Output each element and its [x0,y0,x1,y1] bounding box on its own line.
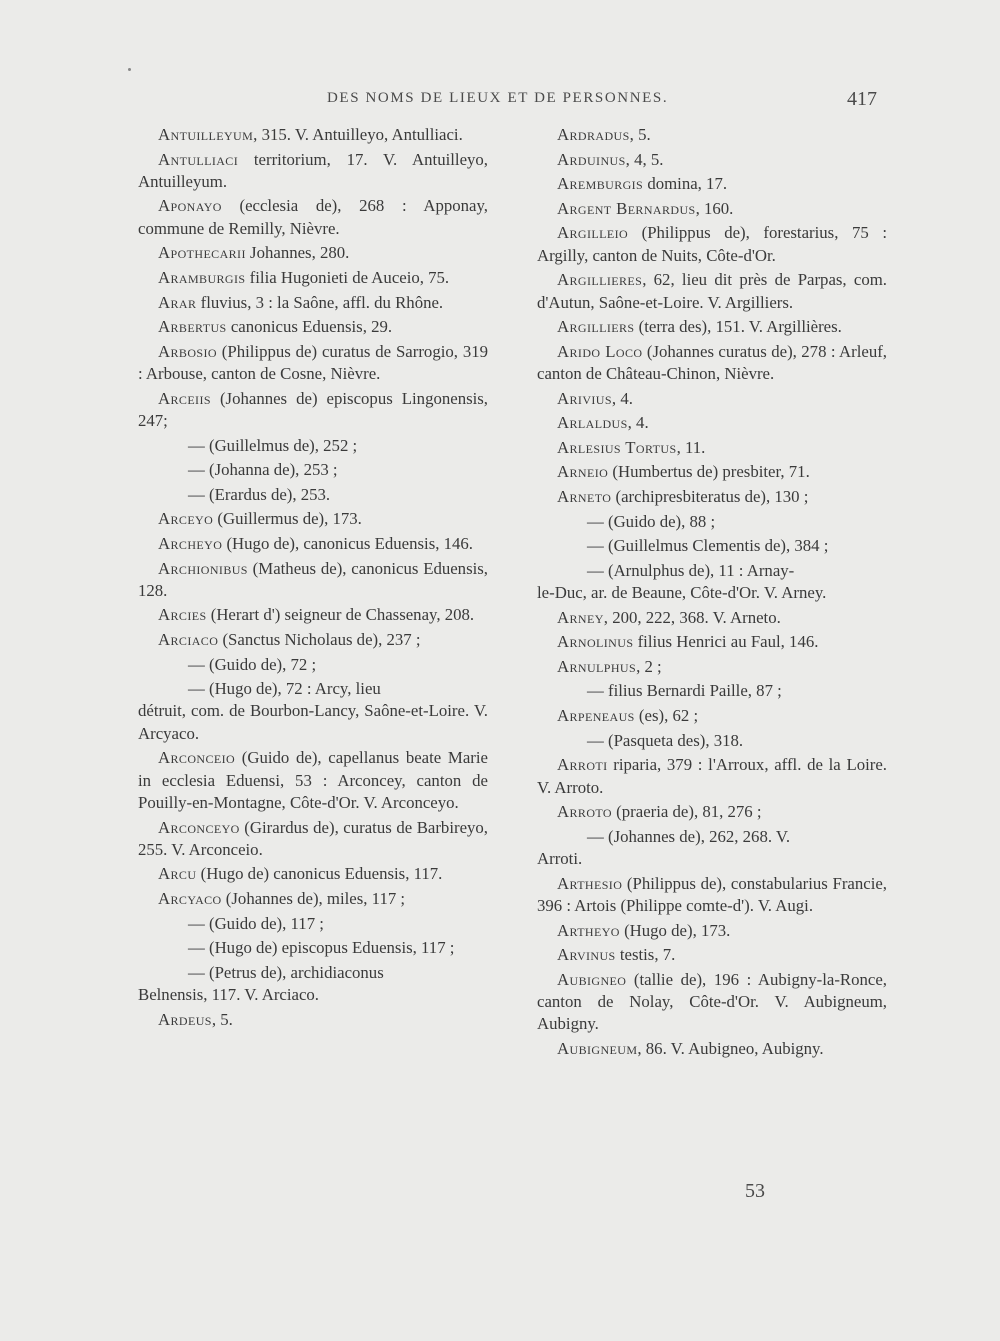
index-entry [537,705,887,727]
entry-headword: Arthesio [557,873,623,893]
entry-text: domina, 17. [643,174,728,194]
entry-text: , 200, 222, 368. V. Arneto. [603,607,781,627]
index-entry [537,173,887,195]
ink-speck [128,68,131,71]
entry-text: , 160. [695,198,734,218]
entry-headword: Arciaco [158,629,219,649]
entry-text: (terra des), 151. V. Argillières. [634,317,842,337]
entry-headword: Arar [158,292,197,312]
index-entry [138,124,488,146]
entry-text: (Philippus de), forestarius, 75 : Argilly, canton de Nuits, Côte-d'Or. [537,223,887,265]
index-entry [537,388,887,410]
entry-text: (es), 62 ; [634,706,699,726]
sub-entry-continued [537,826,887,871]
sub-entry: — (Johanna de), 253 ; [188,460,338,480]
sub-entry: — (Johannes de), 262, 268. V. [587,826,791,846]
sub-entry: — (Guillelmus de), 252 ; [188,435,358,455]
right-column [537,124,887,1062]
index-entry [138,195,488,240]
entry-text: (Humbertus de) presbiter, 71. [608,462,810,482]
entry-text: , 4, 5. [625,149,664,169]
entry-text: (archipresbiteratus de), 130 ; [611,487,809,507]
sub-entry: — (Guido de), 88 ; [587,511,716,531]
entry-text: (Johannes curatus de), 278 : Arleuf, canton de Château-Chinon, Nièvre. [537,341,888,384]
page-number: 417 [847,88,877,110]
entry-headword: Arlaldus [557,413,628,433]
entry-headword: Archeyo [158,533,223,553]
index-entry [537,873,887,918]
entry-text: (Sanctus Nicholaus de), 237 ; [218,629,421,649]
entry-headword: Aubigneo [557,969,627,989]
entry-headword: Arcyaco [158,889,222,909]
entry-text: (Matheus de), canonicus Eduensis, 128. [138,558,488,600]
sub-entry: — (Hugo de), 72 : Arcy, lieu [188,679,381,699]
index-entry [138,817,488,862]
index-entry [138,747,488,814]
entry-text: (Girardus de), curatus de Barbireyo, 255. V. Arconceio. [138,817,488,859]
entry-headword: Arpeneaus [557,706,635,726]
entry-text: (Johannes de), miles, 117 ; [221,889,406,909]
index-entry [537,1038,887,1060]
index-entry [537,656,887,678]
entry-headword: Arneto [557,487,612,507]
entry-text: (Herart d') seigneur de Chassenay, 208. [206,605,475,625]
entry-headword: Arceyo [158,509,214,529]
entry-text: , 2 ; [636,656,662,676]
entry-text: (Johannes de) episcopus Lingonensis, 247; [138,388,488,430]
index-entry [138,1009,488,1031]
entry-text: territorium, 17. V. Antuilleyo, Antuilleyum. [138,149,488,191]
entry-headword: Arceiis [158,388,211,408]
sub-entry: — (Hugo de) episcopus Eduensis, 117 ; [188,938,455,958]
entry-headword: Arconceyo [158,817,240,837]
entry-text: (Philippus de), constabularius Francie, 396 : Artois (Philippe comte-d'). V. Augi. [537,873,887,915]
index-entry [138,242,488,264]
entry-headword: Apothecarii [158,243,246,263]
entry-headword: Arivius [557,388,612,408]
sub-entry: — (Pasqueta des), 318. [587,730,744,750]
index-entry [537,801,887,823]
index-entry [138,558,488,603]
index-entry [537,222,887,267]
index-entry [537,198,887,220]
index-entry [537,607,887,629]
entry-headword: Argilliers [557,317,635,337]
entry-headword: Arcu [158,864,197,884]
entry-headword: Argillieres [557,270,643,290]
entry-headword: Ardradus [557,125,630,144]
entry-text: , 5. [211,1009,233,1029]
entry-continuation: détruit, com. de Bourbon-Lancy, Saône-et-Loire. V. Arcyaco. [138,701,488,743]
entry-text: (ecclesia de), 268 : Apponay, commune de Remilly, Nièvre. [138,196,488,238]
entry-headword: Arneio [557,462,609,482]
index-entry [537,461,887,483]
index-entry [537,269,887,314]
entry-headword: Arnulphus [557,656,637,676]
entry-text: Johannes, 280. [245,243,350,263]
entry-headword: Arlesius Tortus [557,437,677,457]
index-entry [138,888,488,910]
index-entry [138,629,488,651]
running-head: DES NOMS DE LIEUX ET DE PERSONNES. [327,90,669,106]
sub-entry: — (Guido de), 117 ; [188,913,324,933]
index-entry [138,316,488,338]
entry-headword: Arido Loco [557,341,643,361]
entry-text: (Hugo de), canonicus Eduensis, 146. [222,533,474,553]
entry-text: , 62, lieu dit près de Parpas, com. d'Autun, Saône-et-Loire. V. Argilliers. [537,270,887,312]
entry-text: (Hugo de), 173. [619,920,731,940]
entry-text: (Guillermus de), 173. [213,509,362,529]
entry-text: (Guido de), capellanus beate Marie in ecclesia Eduensi, 53 : Arconcey, canton de Pouilly-en-Montagne, Côte-d'Or. V. Arconceyo. [138,748,488,812]
index-entry [138,267,488,289]
sub-entry-continued [537,560,887,605]
entry-headword: Arnolinus [557,632,634,652]
index-entry [537,316,887,338]
sub-entry: — (Petrus de), archidiaconus [188,962,384,982]
index-entry [537,149,887,171]
entry-headword: Argent Bernardus [557,198,696,218]
index-entry [537,437,887,459]
entry-headword: Aramburgis [158,267,246,287]
page-header [0,88,1000,112]
entry-text: (Hugo de) canonicus Eduensis, 117. [196,864,443,884]
entry-continuation: le-Duc, ar. de Beaune, Côte-d'Or. V. Arney. [537,583,827,603]
entry-headword: Artheyo [557,920,620,940]
entry-text: (praeria de), 81, 276 ; [611,802,762,822]
sub-entry-continued [138,962,488,1007]
entry-headword: Antulliaci [158,149,239,169]
index-entry [537,754,887,799]
entry-text: riparia, 379 : l'Arroux, affl. de la Loire. V. Arroto. [537,755,887,797]
index-entry [138,341,488,386]
index-entry [537,124,887,146]
entry-headword: Ardeus [158,1009,212,1029]
entry-headword: Arcies [158,605,207,625]
index-entry [138,388,488,433]
index-entry [138,292,488,314]
index-entry [537,486,887,508]
sub-entry: — (Erardus de), 253. [188,484,331,504]
index-entry [537,969,887,1036]
index-entry [138,863,488,885]
index-entry [537,631,887,653]
entry-text: canonicus Eduensis, 29. [226,317,393,337]
entry-text: , 5. [629,125,651,144]
entry-headword: Arduinus [557,149,626,169]
index-entry [138,508,488,530]
entry-headword: Arbertus [158,317,227,337]
index-entry [138,604,488,626]
sub-entry: — (Arnulphus de), 11 : Arnay- [587,560,795,580]
left-column [138,124,488,1033]
entry-text: , 4. [627,413,649,433]
signature-mark: 53 [745,1180,765,1202]
index-entry [138,533,488,555]
sub-entry: — (Guido de), 72 ; [188,654,317,674]
entry-headword: Arroto [557,802,612,822]
entry-text: (Philippus de) curatus de Sarrogio, 319 : Arbouse, canton de Cosne, Nièvre. [138,341,488,384]
entry-headword: Arroti [557,755,608,775]
entry-text: , 4. [611,388,633,408]
sub-entry-continued [138,678,488,745]
entry-text: , 86. V. Aubigneo, Aubigny. [637,1038,824,1058]
sub-entry: — (Guillelmus Clementis de), 384 ; [587,536,829,556]
entry-continuation: Arroti. [537,849,583,869]
entry-text: fluvius, 3 : la Saône, affl. du Rhône. [196,292,444,312]
entry-headword: Arbosio [158,341,217,361]
entry-text: (tallie de), 196 : Aubigny-la-Ronce, canton de Nolay, Côte-d'Or. V. Aubigneum, Aubigny. [537,969,887,1034]
entry-headword: Argilleio [557,223,629,243]
entry-headword: Antuilleyum [158,125,254,144]
entry-text: filius Henrici au Faul, 146. [633,632,819,652]
entry-headword: Arney [557,607,604,627]
index-entry [138,149,488,194]
entry-continuation: Belnensis, 117. V. Arciaco. [138,985,320,1005]
index-entry [537,412,887,434]
index-entry [537,944,887,966]
entry-headword: Arconceio [158,748,236,768]
entry-headword: Aponayo [158,196,222,216]
index-entry [537,341,887,386]
entry-headword: Arvinus [557,945,616,965]
entry-text: testis, 7. [615,945,676,965]
entry-text: , 11. [676,437,706,457]
index-entry [537,920,887,942]
entry-text: , 315. V. Antuilleyo, Antulliaci. [253,125,463,144]
entry-text: filia Hugonieti de Auceio, 75. [245,267,450,287]
entry-headword: Archionibus [158,558,248,578]
sub-entry: — filius Bernardi Paille, 87 ; [587,681,782,701]
entry-headword: Aubigneum [557,1038,638,1058]
entry-headword: Aremburgis [557,174,644,194]
